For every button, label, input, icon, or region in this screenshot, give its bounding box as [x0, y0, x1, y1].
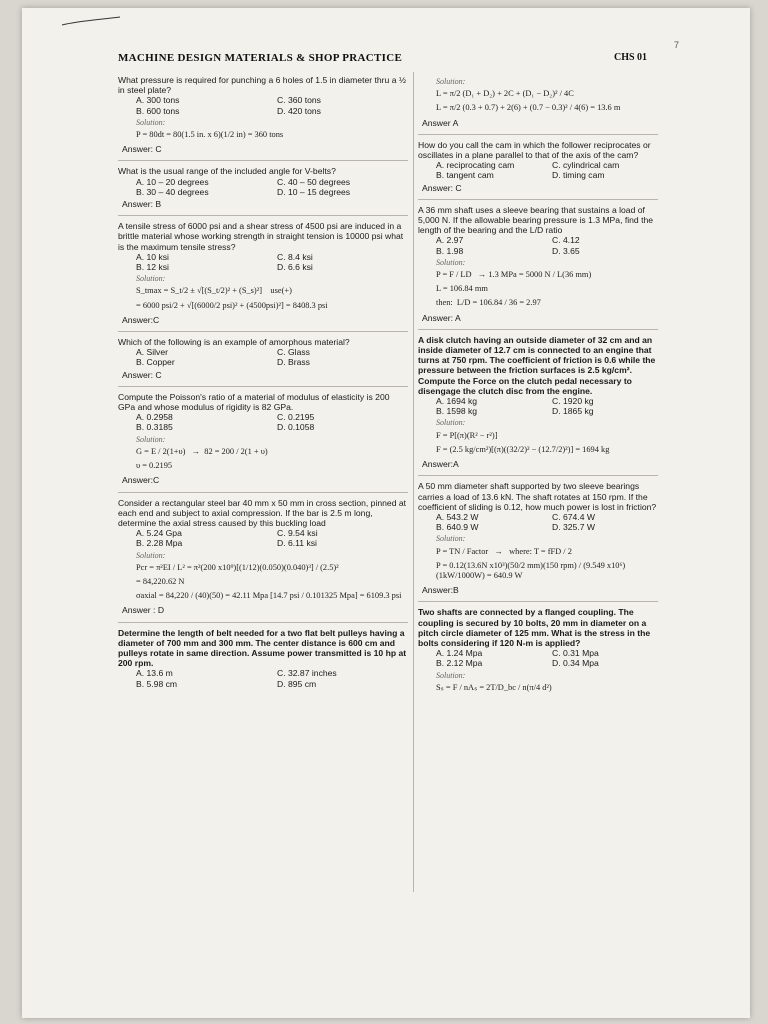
question-text: Two shafts are connected by a flanged coupling. The coupling is secured by 10 bolts, 20 mm in diameter on a pitch circle diameter of 125 mm. What is the stress in the bolts considering if 120 N-m is applied? — [418, 607, 651, 648]
solution-equation: L = π/2 (0.3 + 0.7) + 2(6) + (0.7 − 0.3)² / 4(6) = 13.6 m — [436, 103, 621, 113]
answer-option: C. Glass — [277, 347, 310, 358]
answer-option: A. 543.2 W — [436, 511, 479, 522]
answer-line: Answer: C — [122, 144, 162, 155]
solution-label: Solution: — [136, 274, 166, 284]
question-block — [118, 625, 408, 691]
answer-option: D. timing cam — [552, 170, 605, 181]
solution-label: Solution: — [136, 550, 166, 560]
solution-label: Solution: — [136, 434, 166, 444]
answer-line: Answer: C — [422, 182, 462, 193]
answer-option: A. 10 ksi — [136, 251, 169, 262]
answer-option: D. 0.34 Mpa — [552, 658, 599, 669]
question-text: Determine the length of belt needed for a two flat belt pulleys having a diameter of 700 mm and 300 mm. The center distance is 600 cm and pulleys rotate in same direction. Assume power transmitted is 10 hp at 200 rpm. — [118, 627, 407, 669]
book-header-title: MACHINE DESIGN MATERIALS & SHOP PRACTICE — [118, 52, 403, 64]
answer-options — [118, 252, 408, 272]
question-text: A 36 mm shaft uses a sleeve bearing that sustains a load of 5,000 N. If the allowable bearing pressure is 1.3 MPa, find the length of the bearing and the L/D ratio — [418, 204, 654, 236]
question-block — [118, 72, 408, 157]
answer-options — [418, 160, 658, 180]
question-separator — [118, 622, 408, 623]
question-block — [418, 202, 658, 326]
solution-equation: F = P[(π)(R² − r²)] — [436, 430, 498, 440]
answer-options — [118, 95, 408, 115]
answer-options — [418, 396, 658, 416]
answer-option: C. 9.54 ksi — [277, 528, 318, 539]
solution-equation: F = (2.5 kg/cm²)[(π)((32/2)² − (12.7/2)²)] = 1694 kg — [436, 444, 610, 454]
answer-option: B. 0.3185 — [136, 422, 173, 433]
solution-equation: σaxial = 84,220 / (40)(50) = 42.11 Mpa [14.7 psi / 0.101325 Mpa] = 6109.3 psi — [136, 591, 402, 601]
answer-options — [118, 177, 408, 197]
solution-label: Solution: — [436, 77, 466, 86]
question-block — [418, 604, 658, 697]
answer-options — [418, 512, 658, 532]
answer-line: Answer A — [422, 117, 459, 128]
answer-line: Answer : D — [122, 605, 165, 616]
solution-equation: P = 80dt = 80(1.5 in. x 6)(1/2 in) = 360 tons — [136, 130, 284, 140]
question-separator — [118, 386, 408, 387]
question-text: Consider a rectangular steel bar 40 mm x 50 mm in cross section, pinned at each end and subject to axial compression. If the bar is 2.5 m long, determine the axial stress caused by this buckling load — [118, 497, 407, 528]
answer-option: A. reciprocating cam — [436, 160, 515, 171]
answer-option: D. 420 tons — [277, 105, 321, 116]
question-block — [418, 478, 658, 598]
answer-option: D. 325.7 W — [552, 522, 595, 533]
question-separator — [118, 331, 408, 332]
answer-option: B. 600 tons — [136, 105, 180, 116]
solution-equation: L = 106.84 mm — [436, 284, 488, 294]
answer-option: C. 4.12 — [552, 235, 580, 246]
answer-line: Answer: A — [422, 312, 461, 323]
answer-line: Answer:C — [122, 475, 160, 486]
answer-option: C. 40 – 50 degrees — [277, 176, 351, 187]
answer-option: A. 13.6 m — [136, 668, 173, 679]
question-text: A 50 mm diameter shaft supported by two sleeve bearings carries a load of 13.6 kN. The shaft rotates at 150 rpm. If the coefficient of sliding is 0.12, how much power is lost in friction? — [418, 481, 657, 512]
answer-option: C. 360 tons — [277, 95, 321, 106]
answer-option: B. 1598 kg — [436, 406, 478, 417]
answer-option: A. 5.24 Gpa — [136, 528, 182, 539]
answer-option: D. Brass — [277, 357, 310, 368]
answer-option: C. 32.87 inches — [277, 668, 337, 679]
solution-equation: = 6000 psi/2 + √[(6000/2 psi)² + (4500psi)²] = 8408.3 psi — [136, 300, 328, 310]
answer-option: D. 3.65 — [552, 245, 580, 256]
answer-option: A. 1694 kg — [436, 396, 478, 407]
solution-label: Solution: — [436, 670, 466, 680]
solution-equation: Pcr = π²EI / L² = π²(200 x10⁹)[(1/12)(0.050)(0.040)³] / (2.5)² — [136, 562, 339, 572]
answer-option: D. 10 – 15 degrees — [277, 186, 351, 197]
solution-equation: P = TN / Factor → where: T = fFD / 2 — [436, 546, 572, 556]
solution-equation: P = F / LD → 1.3 MPa = 5000 N / L(36 mm) — [436, 270, 592, 280]
answer-option: A. 2.97 — [436, 235, 464, 246]
answer-option: C. cylindrical cam — [552, 160, 620, 171]
question-text: What pressure is required for punching a 6 holes of 1.5 in diameter thru a ½ in steel plate? — [118, 75, 407, 96]
question-separator — [118, 492, 408, 493]
chapter-code: CHS 01 — [614, 52, 648, 63]
answer-option: B. 12 ksi — [136, 262, 169, 273]
answer-option: A. Silver — [136, 347, 168, 358]
answer-option: C. 674.4 W — [552, 511, 595, 522]
answer-option: B. Copper — [136, 357, 175, 368]
answer-options — [118, 412, 408, 432]
solution-equation: G = E / 2(1+υ) → 82 = 200 / 2(1 + υ) — [136, 446, 268, 456]
solution-equation: = 84,220.62 N — [136, 576, 185, 586]
answer-option: D. 6.6 ksi — [277, 262, 313, 273]
answer-option: D. 0.1058 — [277, 422, 315, 433]
answer-option: A. 10 – 20 degrees — [136, 176, 209, 187]
question-text: Which of the following is an example of amorphous material? — [118, 337, 350, 348]
column-divider — [413, 72, 414, 892]
question-separator — [418, 329, 658, 330]
question-text: What is the usual range of the included angle for V-belts? — [118, 166, 336, 177]
answer-option: C. 1920 kg — [552, 396, 594, 407]
answer-option: B. 5.98 cm — [136, 678, 178, 689]
answer-option: A. 300 tons — [136, 95, 180, 106]
solution-equation: S_tmax = S_t/2 ± √[(S_t/2)² + (S_s)²] use(+) — [136, 286, 292, 296]
answer-option: A. 1.24 Mpa — [436, 648, 483, 659]
answer-option: A. 0.2958 — [136, 412, 173, 423]
answer-options — [118, 347, 408, 367]
left-column — [118, 72, 408, 691]
solution-equation: Sₛ = F / nAₛ = 2T/D_bc / n(π/4 d²) — [436, 682, 552, 692]
answer-options — [418, 235, 658, 255]
solution-label: Solution: — [436, 257, 466, 267]
solution-label: Solution: — [436, 534, 466, 544]
answer-option: B. tangent cam — [436, 170, 494, 181]
page-mark: 7 — [674, 40, 680, 50]
answer-option: D. 1865 kg — [552, 406, 594, 417]
solution-label: Solution: — [136, 117, 166, 127]
solution-equation: υ = 0.2195 — [136, 461, 173, 471]
question-block — [418, 137, 658, 196]
answer-option: C. 0.31 Mpa — [552, 648, 599, 659]
answer-option: D. 895 cm — [277, 678, 317, 689]
answer-line: Answer: B — [122, 199, 162, 210]
question-separator — [118, 215, 408, 216]
solution-equation: then: L/D = 106.84 / 36 = 2.97 — [436, 298, 541, 308]
question-text: A tensile stress of 6000 psi and a shear stress of 4500 psi are induced in a brittle material whose working strength in straight tension is 10000 psi what is the maximum tensile stress? — [118, 221, 404, 252]
question-block — [118, 334, 408, 383]
answer-option: B. 2.12 Mpa — [436, 658, 483, 669]
solution-label: Solution: — [436, 418, 466, 428]
answer-option: B. 30 – 40 degrees — [136, 186, 209, 197]
question-block — [118, 495, 408, 619]
answer-line: Answer:A — [422, 459, 459, 470]
answer-option: B. 2.28 Mpa — [136, 538, 183, 549]
answer-option: C. 0.2195 — [277, 412, 315, 423]
question-block — [118, 389, 408, 489]
answer-option: D. 6.11 ksi — [277, 538, 317, 549]
question-text: How do you call the cam in which the follower reciprocates or oscillates in a plane parallel to that of the axis of the cam? — [418, 139, 651, 161]
question-block — [418, 72, 658, 131]
solution-equation: L = π/2 (D₁ + D₂) + 2C + (D₁ − D₂)² / 4C — [436, 89, 574, 99]
question-text: A disk clutch having an outside diameter of 32 cm and an inside diameter of 12.7 cm is connected to an engine that turns at 750 rpm. The coefficient of friction is 0.6 while the pressure between the friction surfaces is 2.5 kg/cm². Compute the Force on the clutch pedal necessary to disengage the clutch disc from the engine. — [418, 334, 656, 396]
question-separator — [418, 475, 658, 476]
question-block — [118, 218, 408, 328]
question-separator — [118, 160, 408, 161]
answer-line: Answer:C — [122, 314, 160, 325]
answer-option: B. 1.98 — [436, 245, 464, 256]
answer-options — [118, 668, 408, 688]
question-block — [118, 163, 408, 212]
document-page — [22, 8, 750, 1018]
solution-equation: P = 0.12(13.6N x10³)(50/2 mm)(150 rpm) / (9.549 x10⁶)(1kW/1000W) = 640.9 W — [436, 560, 626, 580]
question-text: Compute the Poisson's ratio of a material of modulus of elasticity is 200 GPa and whose modulus of rigidity is 82 GPa. — [118, 391, 390, 413]
answer-option: C. 8.4 ksi — [277, 251, 313, 262]
answer-options — [418, 648, 658, 668]
answer-option: B. 640.9 W — [436, 522, 479, 533]
question-separator — [418, 601, 658, 602]
right-column — [418, 72, 658, 697]
pen-scribble-mark — [60, 14, 122, 28]
question-separator — [418, 199, 658, 200]
answer-options — [118, 528, 408, 548]
answer-line: Answer: C — [122, 369, 162, 380]
answer-line: Answer:B — [422, 585, 459, 596]
question-separator — [418, 134, 658, 135]
question-block — [418, 332, 658, 472]
